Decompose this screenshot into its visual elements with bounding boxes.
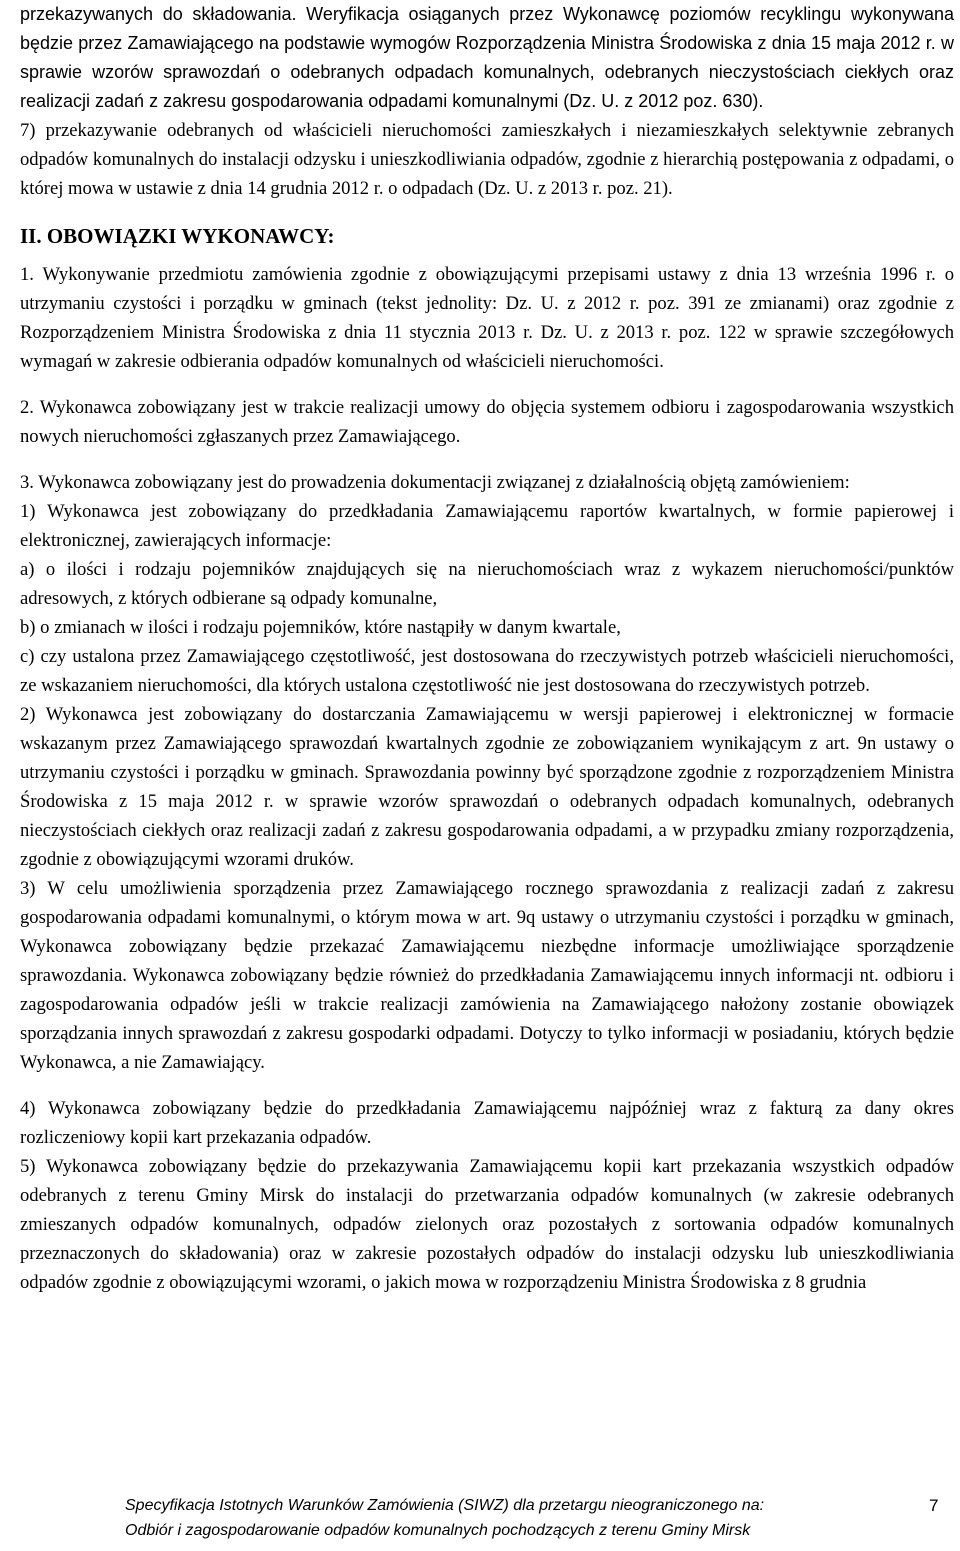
- paragraph-3-1-c: c) czy ustalona przez Zamawiającego częstotliwość, jest dostosowana do rzeczywistych potrzeb właścicieli nieruchomości, ze wskazaniem nieruchomości, dla których ustalona częstotliwość nie jest dostosowana do rzeczywistych potrzeb.: [20, 646, 954, 696]
- page-number: 7: [929, 1496, 939, 1515]
- footer-line-1: Specyfikacja Istotnych Warunków Zamówienia (SIWZ) dla przetargu nieograniczonego na:: [125, 1497, 765, 1514]
- footer-line-2: Odbiór i zagospodarowanie odpadów komunalnych pochodzących z terenu Gminy Mirsk: [125, 1522, 751, 1539]
- section-heading: II. OBOWIĄZKI WYKONAWCY:: [20, 224, 335, 248]
- intro-paragraph: przekazywanych do składowania. Weryfikacja osiąganych przez Wykonawcę poziomów recyklingu wykonywana będzie przez Zamawiającego na podstawie wymogów Rozporządzenia Ministra Środowiska z dnia 15 maja 2012 r. w sprawie wzorów sprawozdań o odebranych odpadach komunalnych, odebranych nieczystościach ciekłych oraz realizacji zadań z zakresu gospodarowania odpadami komunalnymi (Dz. U. z 2012 poz. 630).: [20, 4, 954, 111]
- paragraph-3-2: 2) Wykonawca jest zobowiązany do dostarczania Zamawiającemu w wersji papierowej i elektronicznej w formacie wskazanym przez Zamawiającego sprawozdań kwartalnych zgodnie ze zobowiązaniem wynikającym z art. 9n ustawy o utrzymaniu czystości i porządku w gminach. Sprawozdania powinny być sporządzone zgodnie z rozporządzeniem Ministra Środowiska z 15 maja 2012 r. w sprawie wzorów sprawozdań o odebranych odpadach komunalnych, odebranych nieczystościach ciekłych oraz realizacji zadań z zakresu gospodarowania odpadami, a w przypadku zmiany rozporządzenia, zgodnie z obowiązującymi wzorami druków.: [20, 704, 954, 870]
- paragraph-3-1: 1) Wykonawca jest zobowiązany do przedkładania Zamawiającemu raportów kwartalnych, w formie papierowej i elektronicznej, zawierających informacje:: [20, 501, 954, 551]
- paragraph-3-5: 5) Wykonawca zobowiązany będzie do przekazywania Zamawiającemu kopii kart przekazania wszystkich odpadów odebranych z terenu Gminy Mirsk do instalacji do przetwarzania odpadów komunalnych (w zakresie odebranych zmieszanych odpadów komunalnych, odpadów zielonych oraz pozostałych z sortowania odpadów komunalnych przeznaczonych do składowania) oraz w zakresie pozostałych odpadów do instalacji odzysku lub unieszkodliwiania odpadów zgodnie z obowiązującymi wzorami, o jakich mowa w rozporządzeniu Ministra Środowiska z 8 grudnia: [20, 1156, 954, 1293]
- item-7: 7) przekazywanie odebranych od właścicieli nieruchomości zamieszkałych i niezamieszkałych selektywnie zebranych odpadów komunalnych do instalacji odzysku i unieszkodliwiania odpadów, zgodnie z hierarchią postępowania z odpadami, o której mowa w ustawie z dnia 14 grudnia 2012 r. o odpadach (Dz. U. z 2013 r. poz. 21).: [20, 120, 954, 199]
- footer-text: [125, 1493, 764, 1543]
- paragraph-3: 3. Wykonawca zobowiązany jest do prowadzenia dokumentacji związanej z działalnością objętą zamówieniem:: [20, 472, 850, 493]
- paragraph-1: 1. Wykonywanie przedmiotu zamówienia zgodnie z obowiązującymi przepisami ustawy z dnia 13 września 1996 r. o utrzymaniu czystości i porządku w gminach (tekst jednolity: Dz. U. z 2012 r. poz. 391 ze zmianami) oraz zgodnie z Rozporządzeniem Ministra Środowiska z dnia 11 stycznia 2013 r. Dz. U. z 2013 r. poz. 122 w sprawie szczegółowych wymagań w zakresie odbierania odpadów komunalnych od właścicieli nieruchomości.: [20, 264, 954, 372]
- paragraph-3-3: 3) W celu umożliwienia sporządzenia przez Zamawiającego rocznego sprawozdania z realizacji zadań z zakresu gospodarowania odpadami komunalnymi, o którym mowa w art. 9q ustawy o utrzymaniu czystości i porządku w gminach, Wykonawca zobowiązany będzie przekazać Zamawiającemu niezbędne informacje umożliwiające sporządzenie sprawozdania. Wykonawca zobowiązany będzie również do przedkładania Zamawiającemu innych informacji nt. odbioru i zagospodarowania odpadów jeśli w trakcie realizacji zamówienia na Zamawiającego nałożony zostanie obowiązek sporządzania innych sprawozdań z zakresu gospodarki odpadami. Dotyczy to tylko informacji w posiadaniu, których będzie Wykonawca, a nie Zamawiający.: [20, 878, 954, 1073]
- paragraph-3-1-a: a) o ilości i rodzaju pojemników znajdujących się na nieruchomościach wraz z wykazem nieruchomości/punktów adresowych, z których odbierane są odpady komunalne,: [20, 559, 954, 609]
- paragraph-3-4: 4) Wykonawca zobowiązany będzie do przedkładania Zamawiającemu najpóźniej wraz z fakturą za dany okres rozliczeniowy kopii kart przekazania odpadów.: [20, 1098, 954, 1148]
- paragraph-3-1-b: b) o zmianach w ilości i rodzaju pojemników, które nastąpiły w danym kwartale,: [20, 617, 621, 638]
- paragraph-2: 2. Wykonawca zobowiązany jest w trakcie realizacji umowy do objęcia systemem odbioru i zagospodarowania wszystkich nowych nieruchomości zgłaszanych przez Zamawiającego.: [20, 397, 954, 447]
